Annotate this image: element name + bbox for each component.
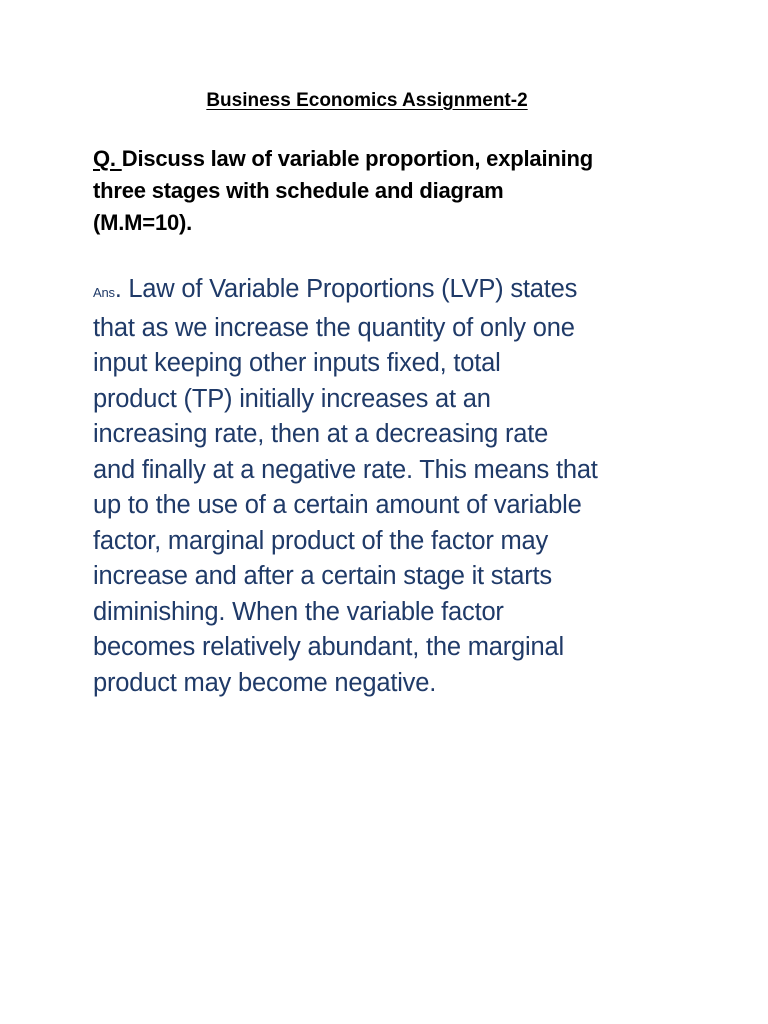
answer-line-11: becomes relatively abundant, the marginal — [93, 633, 564, 661]
question-line-1 — [93, 143, 693, 175]
answer-line-1 — [93, 272, 673, 311]
question-block — [93, 143, 693, 239]
answer-label: Ans — [93, 285, 115, 300]
answer-line-5: increasing rate, then at a decreasing rate — [93, 420, 549, 448]
answer-line-9: increase and after a certain stage it starts — [93, 562, 552, 590]
answer-line-8: factor, marginal product of the factor may — [93, 526, 549, 555]
answer-line-6: and finally at a negative rate. This means that — [93, 455, 598, 484]
answer-line-10: diminishing. When the variable factor — [93, 597, 504, 626]
answer-label-dot: . — [114, 275, 129, 303]
answer-line-12: product may become negative. — [93, 668, 437, 697]
answer-text-1: Law of Variable Proportions (LVP) states — [128, 275, 578, 303]
document-title: Business Economics Assignment-2 — [206, 90, 528, 111]
answer-block — [93, 272, 673, 701]
question-line-2: three stages with schedule and diagram — [93, 178, 504, 203]
answer-line-4: product (TP) initially increases at an — [93, 384, 491, 413]
answer-line-2: that as we increase the quantity of only one — [93, 313, 575, 342]
answer-line-3: input keeping other inputs fixed, total — [93, 349, 501, 377]
question-line-3: (M.M=10). — [93, 210, 193, 235]
question-label: Q. — [93, 146, 122, 171]
question-text-1: Discuss law of variable proportion, explaining — [121, 146, 593, 171]
answer-line-7: up to the use of a certain amount of variable — [93, 491, 582, 519]
